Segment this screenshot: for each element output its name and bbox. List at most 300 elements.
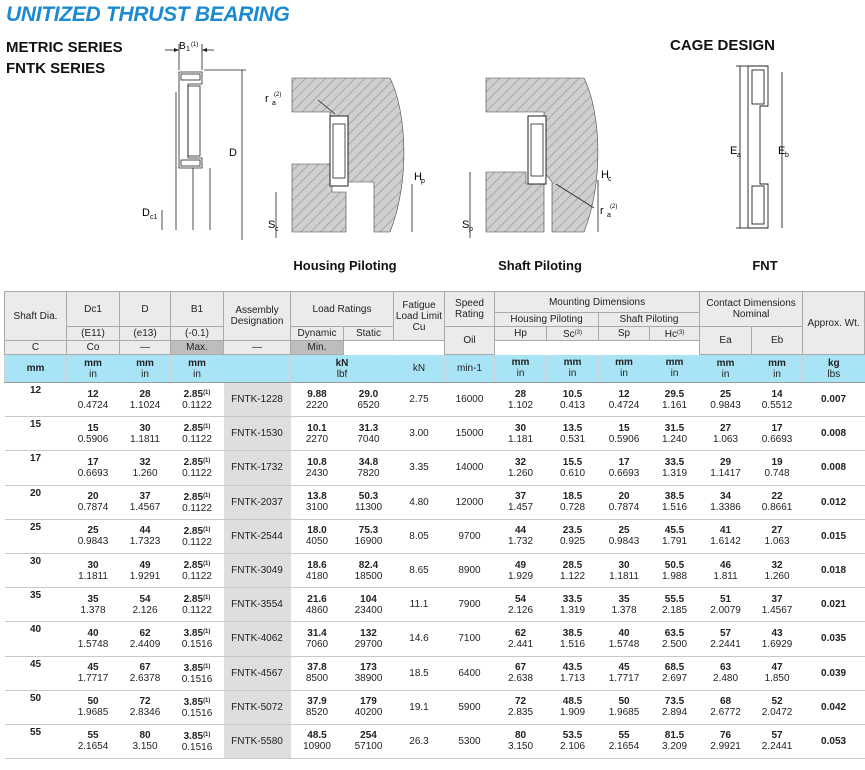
unit-load (291, 355, 394, 383)
cell-hc (650, 724, 700, 758)
label-sp: S (462, 219, 470, 231)
cell-hp (495, 622, 547, 656)
cell-eb (752, 588, 803, 622)
cell-eb-mm: 14 (771, 388, 783, 400)
cell-co-in: 40200 (354, 707, 383, 719)
table-row (5, 690, 865, 724)
cell-sc (547, 451, 599, 485)
cell-sp-mm: 45 (618, 662, 630, 674)
header-dynamic: Dynamic (291, 327, 344, 341)
cell-c-mm: 10.8 (307, 456, 327, 468)
cell-hc-in: 1.319 (662, 467, 688, 479)
cell-c (291, 383, 344, 417)
cell-sc-in: 1.319 (559, 604, 586, 616)
label-b1-sub: 1 (186, 46, 190, 53)
cell-d-mm: 67 (139, 662, 151, 674)
cell-d (120, 656, 171, 690)
header-sp: Sp (599, 327, 650, 341)
cell-sp (599, 485, 650, 519)
header-sc (547, 327, 599, 341)
cell-co-mm: 50.3 (358, 491, 379, 503)
cell-b1-note: (1) (203, 424, 211, 431)
unit-kg: kg (827, 357, 840, 369)
cell-d-in: 1.7323 (129, 536, 161, 548)
cell-sc (547, 690, 599, 724)
cell-oil: 5300 (445, 724, 495, 758)
cell-ea-mm: 63 (719, 662, 732, 674)
cell-b1-in: 0.1122 (182, 605, 212, 617)
cell-ea (700, 383, 752, 417)
cell-eb-in: 0.6693 (761, 433, 793, 445)
header-hc (650, 327, 700, 341)
cell-assembly: FNTK-3554 (224, 588, 291, 622)
header-fatigue (394, 292, 445, 341)
cell-co-in: 23400 (354, 604, 383, 616)
cell-assembly: FNTK-1228 (224, 383, 291, 417)
cell-hc-mm: 33.5 (664, 456, 685, 468)
cell-sc (547, 417, 599, 451)
series-fntk: FNTK SERIES (6, 60, 106, 77)
cell-sp (599, 519, 650, 553)
cell-dc1 (67, 690, 120, 724)
cell-cu: 2.75 (394, 383, 445, 417)
cell-co (344, 519, 394, 553)
header-hp-dash: — (120, 341, 171, 355)
cell-hp-in: 3.150 (507, 741, 534, 753)
cell-hp-mm: 37 (514, 491, 527, 503)
cell-sc-mm: 23.5 (562, 525, 583, 537)
cell-dc1-in: 1.7717 (77, 673, 109, 685)
cell-eb-in: 0.748 (764, 467, 790, 479)
cell-sp-in: 1.5748 (608, 638, 640, 650)
cell-oil: 7100 (445, 622, 495, 656)
cell-dc1-in: 0.7874 (77, 502, 109, 514)
cell-co-mm: 82.4 (358, 559, 379, 571)
cell-sp-in: 0.6693 (608, 467, 640, 479)
cell-oil: 9700 (445, 519, 495, 553)
cell-sc-mm: 53.5 (562, 730, 583, 742)
cell-d (120, 485, 171, 519)
cell-weight: 0.039 (803, 656, 865, 690)
cell-d-in: 2.4409 (129, 638, 161, 650)
cell-d-mm: 62 (139, 627, 151, 639)
cell-b1 (171, 383, 224, 417)
cell-c-in: 2270 (305, 433, 329, 445)
cell-d (120, 383, 171, 417)
cell-d-in: 1.260 (132, 467, 158, 479)
cell-c-in: 3100 (305, 502, 329, 514)
label-dc1-sub: c1 (150, 214, 158, 221)
cell-sc-in: 0.413 (559, 399, 586, 411)
cell-b1-value: 2.85 (183, 560, 204, 572)
cell-c (291, 553, 344, 587)
cell-hc (650, 622, 700, 656)
cell-sp-in: 0.5906 (608, 433, 640, 445)
cell-oil: 8900 (445, 553, 495, 587)
cell-sp-mm: 30 (618, 559, 630, 571)
header-cu: Cu (412, 321, 426, 333)
cell-b1-mm (171, 422, 224, 434)
cell-c (291, 622, 344, 656)
cell-eb-in: 1.850 (764, 673, 790, 685)
cell-hp-mm: 67 (514, 662, 527, 674)
label-ra-shaft-note: (2) (610, 204, 618, 210)
cell-cu: 18.5 (394, 656, 445, 690)
cell-c-in: 2430 (305, 467, 329, 479)
cell-weight: 0.012 (803, 485, 865, 519)
cell-dc1 (67, 622, 120, 656)
cell-hc-mm: 29.5 (664, 388, 685, 400)
cell-assembly: FNTK-5580 (224, 724, 291, 758)
cell-sc (547, 553, 599, 587)
cell-hp-mm: 49 (514, 559, 527, 571)
cell-b1-note: (1) (203, 731, 211, 738)
label-sc: S (268, 219, 276, 231)
cell-eb-mm: 32 (771, 559, 783, 571)
header-ea: Ea (700, 327, 752, 355)
cell-hc (650, 417, 700, 451)
unit-eb (752, 355, 803, 383)
table-row (5, 588, 865, 622)
cell-b1-value: 2.85 (183, 594, 204, 606)
cell-co (344, 656, 394, 690)
cell-eb (752, 519, 803, 553)
cell-ea (700, 588, 752, 622)
unit-in: in (141, 368, 149, 380)
cell-assembly: FNTK-5072 (224, 690, 291, 724)
cell-sc-in: 1.516 (559, 638, 586, 650)
cell-eb (752, 417, 803, 451)
cell-sp (599, 451, 650, 485)
unit-in: in (516, 368, 525, 380)
cell-hc-mm: 50.5 (664, 559, 685, 571)
cell-oil: 15000 (445, 417, 495, 451)
cell-cu: 8.05 (394, 519, 445, 553)
cell-sp (599, 417, 650, 451)
header-static: Static (344, 327, 394, 341)
cell-b1 (171, 553, 224, 587)
label-hc: H (601, 169, 609, 181)
cell-c (291, 519, 344, 553)
cell-sp-mm: 17 (618, 456, 630, 468)
cage-design-title: CAGE DESIGN (670, 37, 776, 54)
cell-c (291, 724, 344, 758)
label-sc-sub: c (275, 226, 279, 233)
unit-in: in (721, 368, 730, 380)
cell-sp-in: 0.7874 (608, 502, 640, 514)
cell-oil: 12000 (445, 485, 495, 519)
cell-ea-in: 1.3386 (710, 502, 741, 514)
cell-sc-mm: 43.5 (562, 662, 583, 674)
cell-oil: 7900 (445, 588, 495, 622)
unit-cu: kN (394, 355, 445, 383)
cell-shaft: 15 (5, 417, 67, 451)
cell-co-mm: 179 (360, 696, 377, 708)
cell-dc1-in: 0.6693 (77, 467, 109, 479)
cell-eb-mm: 57 (771, 730, 783, 742)
cell-ea-mm: 29 (719, 456, 732, 468)
cell-b1-in: 0.1516 (181, 673, 213, 685)
cell-eb-mm: 19 (771, 456, 783, 468)
cell-sp (599, 383, 650, 417)
cell-sc-in: 1.122 (559, 570, 586, 582)
cell-ea-in: 1.6142 (710, 536, 741, 548)
cell-hp-mm: 54 (514, 593, 527, 605)
header-fatigue-label: Fatigue Load Limit (395, 299, 443, 322)
cell-b1 (171, 519, 224, 553)
label-b1-note: (1) (191, 42, 199, 48)
cell-c-in: 8520 (305, 707, 329, 719)
cell-assembly: FNTK-4062 (224, 622, 291, 656)
unit-mm: mm (84, 357, 102, 369)
cell-b1-note: (1) (203, 697, 211, 704)
label-dc1: D (142, 207, 150, 219)
cell-hp-in: 1.457 (507, 502, 534, 514)
cell-sc (547, 485, 599, 519)
cell-b1-note: (1) (203, 595, 211, 602)
cell-eb-mm: 43 (771, 627, 783, 639)
cell-co (344, 485, 394, 519)
cell-hc-in: 2.697 (662, 673, 688, 685)
cell-b1 (171, 656, 224, 690)
cell-ea-mm: 34 (719, 491, 732, 503)
table-row (5, 383, 865, 417)
cell-hc (650, 451, 700, 485)
cell-eb-in: 2.0472 (761, 707, 793, 719)
header-tol-d: (e13) (120, 327, 171, 341)
cell-co-mm: 132 (360, 627, 377, 639)
unit-shaft: mm (5, 355, 67, 383)
label-ra: r (265, 93, 269, 105)
cell-eb-in: 1.4567 (761, 604, 793, 616)
cell-eb-mm: 52 (771, 696, 783, 708)
cell-sp (599, 553, 650, 587)
cell-co-mm: 104 (360, 593, 377, 605)
cell-assembly: FNTK-3049 (224, 553, 291, 587)
cell-d-mm: 80 (139, 730, 151, 742)
cell-b1 (171, 622, 224, 656)
cell-weight: 0.015 (803, 519, 865, 553)
cell-shaft: 30 (5, 553, 67, 587)
cell-sc (547, 519, 599, 553)
cell-d-in: 1.4567 (129, 502, 161, 514)
unit-mm: mm (768, 357, 786, 369)
cell-dc1-mm: 12 (87, 388, 99, 400)
cell-sc-mm: 38.5 (562, 627, 583, 639)
cell-co (344, 417, 394, 451)
cell-b1-value: 3.85 (183, 696, 204, 708)
header-contact: Contact Dimensions Nominal (700, 292, 803, 327)
cell-ea (700, 417, 752, 451)
cell-hp (495, 690, 547, 724)
cell-sc-in: 2.106 (559, 741, 586, 753)
cell-b1-in: 0.1516 (181, 741, 213, 753)
cell-ea-mm: 51 (719, 593, 732, 605)
cell-sc (547, 656, 599, 690)
cell-hc-mm: 68.5 (664, 662, 685, 674)
cell-b1-mm (171, 627, 224, 639)
cell-assembly: FNTK-4567 (224, 656, 291, 690)
cell-shaft: 20 (5, 485, 67, 519)
cell-d-in: 2.6378 (129, 673, 161, 685)
cell-d-in: 3.150 (132, 741, 158, 753)
cell-co-in: 38900 (354, 673, 383, 685)
header-shaft-dia: Shaft Dia. (5, 292, 67, 341)
cell-b1-value: 2.85 (183, 389, 204, 401)
cell-eb (752, 383, 803, 417)
cell-hp-mm: 44 (514, 525, 527, 537)
cell-hp-mm: 28 (514, 388, 527, 400)
cell-eb (752, 622, 803, 656)
cell-b1-mm (171, 730, 224, 742)
cell-sp (599, 656, 650, 690)
cell-b1-value: 3.85 (183, 662, 204, 674)
cell-hp-in: 2.441 (507, 638, 534, 650)
cell-eb (752, 690, 803, 724)
label-ea-sub: a (737, 152, 741, 159)
cell-d-in: 1.9291 (129, 570, 161, 582)
cell-hp (495, 588, 547, 622)
unit-mm: mm (136, 357, 154, 369)
cell-co-in: 29700 (354, 638, 383, 650)
cell-b1-note: (1) (203, 458, 211, 465)
cell-b1-mm (171, 388, 224, 400)
cell-ea-in: 0.9843 (710, 399, 741, 411)
cell-dc1 (67, 417, 120, 451)
label-eb: E (778, 145, 786, 157)
cell-ea (700, 622, 752, 656)
cell-sp-in: 1.9685 (608, 707, 640, 719)
cell-co-in: 11300 (354, 502, 383, 514)
cell-weight: 0.021 (803, 588, 865, 622)
cell-hc-in: 1.988 (662, 570, 688, 582)
unit-mm: mm (615, 357, 633, 369)
cell-b1-note: (1) (203, 526, 211, 533)
unit-mm: mm (665, 357, 684, 369)
cell-c-mm: 18.6 (307, 559, 327, 571)
cell-c-mm: 18.0 (307, 525, 327, 537)
cell-sp-mm: 50 (618, 696, 630, 708)
cell-b1-in: 0.1122 (182, 536, 212, 548)
cell-ea-in: 1.811 (713, 570, 738, 582)
cell-sc-in: 1.909 (559, 707, 586, 719)
cell-dc1-in: 1.1811 (78, 570, 108, 582)
cell-sp (599, 622, 650, 656)
cell-sc-mm: 15.5 (562, 456, 583, 468)
cell-ea (700, 690, 752, 724)
cell-hp (495, 519, 547, 553)
cell-b1-note: (1) (203, 663, 211, 670)
cell-c-in: 4050 (305, 536, 329, 548)
cell-ea-mm: 68 (719, 696, 732, 708)
cell-dc1-mm: 50 (87, 696, 99, 708)
cell-b1-value: 2.85 (183, 491, 204, 503)
cell-c-mm: 48.5 (307, 730, 327, 742)
cell-d-mm: 44 (139, 525, 151, 537)
unit-in: in (568, 368, 577, 380)
header-hc-note: (3) (676, 329, 685, 336)
cell-dc1-mm: 15 (87, 422, 99, 434)
header-c: C (5, 341, 67, 355)
cell-hp-in: 2.638 (507, 673, 534, 685)
cell-sc (547, 383, 599, 417)
cell-dc1-in: 1.9685 (77, 707, 109, 719)
cell-dc1 (67, 485, 120, 519)
cell-sc-mm: 18.5 (562, 491, 583, 503)
table-row (5, 485, 865, 519)
unit-assembly (224, 355, 291, 383)
cell-b1-in: 0.1516 (181, 707, 213, 719)
cell-co-in: 7040 (357, 433, 380, 445)
cell-oil: 6400 (445, 656, 495, 690)
cell-dc1 (67, 724, 120, 758)
header-co: Co (67, 341, 120, 355)
cell-d (120, 553, 171, 587)
cell-sc (547, 724, 599, 758)
table-row (5, 724, 865, 758)
header-sc-note: (3) (574, 329, 582, 336)
cell-sc-in: 0.610 (559, 467, 586, 479)
cell-ea-mm: 25 (719, 388, 732, 400)
cell-cu: 14.6 (394, 622, 445, 656)
cell-ea-in: 2.2441 (710, 638, 741, 650)
cell-dc1-in: 1.378 (80, 604, 106, 616)
header-load-ratings: Load Ratings (291, 292, 394, 327)
cell-sp-in: 0.4724 (608, 399, 640, 411)
cell-hp-mm: 32 (514, 456, 527, 468)
table-row (5, 417, 865, 451)
cell-d-mm: 32 (139, 456, 151, 468)
cell-c (291, 485, 344, 519)
header-weight: Approx. Wt. (803, 292, 865, 355)
cell-eb-mm: 47 (771, 662, 783, 674)
cell-shaft: 12 (5, 383, 67, 417)
cell-b1-value: 2.85 (183, 423, 204, 435)
cell-co (344, 553, 394, 587)
cell-shaft: 55 (5, 724, 67, 758)
cell-hc-mm: 45.5 (664, 525, 685, 537)
cell-b1 (171, 690, 224, 724)
cell-b1 (171, 417, 224, 451)
cell-weight: 0.035 (803, 622, 865, 656)
label-ra-shaft: r (600, 205, 604, 217)
cell-sp-mm: 15 (618, 422, 630, 434)
cell-ea-mm: 46 (719, 559, 732, 571)
cell-d-mm: 37 (139, 491, 151, 503)
header-sc-label: Sc (562, 328, 575, 340)
cell-sp-in: 2.1654 (608, 741, 640, 753)
cell-b1-note: (1) (203, 561, 211, 568)
unit-in: in (670, 368, 679, 380)
cell-dc1-mm: 40 (87, 627, 99, 639)
cell-eb-mm: 37 (771, 593, 783, 605)
cell-c-in: 7060 (305, 638, 329, 650)
cell-b1-mm (171, 559, 224, 571)
cell-sc-mm: 10.5 (562, 388, 583, 400)
cell-c-mm: 37.9 (307, 696, 327, 708)
cell-b1-mm (171, 593, 224, 605)
cell-sc (547, 588, 599, 622)
cell-eb (752, 724, 803, 758)
cell-c-in: 4180 (305, 570, 329, 582)
cell-b1-in: 0.1122 (182, 434, 212, 446)
cell-b1-mm (171, 662, 224, 674)
cell-sp (599, 724, 650, 758)
cell-sc-in: 0.728 (559, 502, 586, 514)
cell-d (120, 622, 171, 656)
header-speed: Speed Rating (445, 292, 495, 327)
cell-d-mm: 28 (139, 388, 151, 400)
